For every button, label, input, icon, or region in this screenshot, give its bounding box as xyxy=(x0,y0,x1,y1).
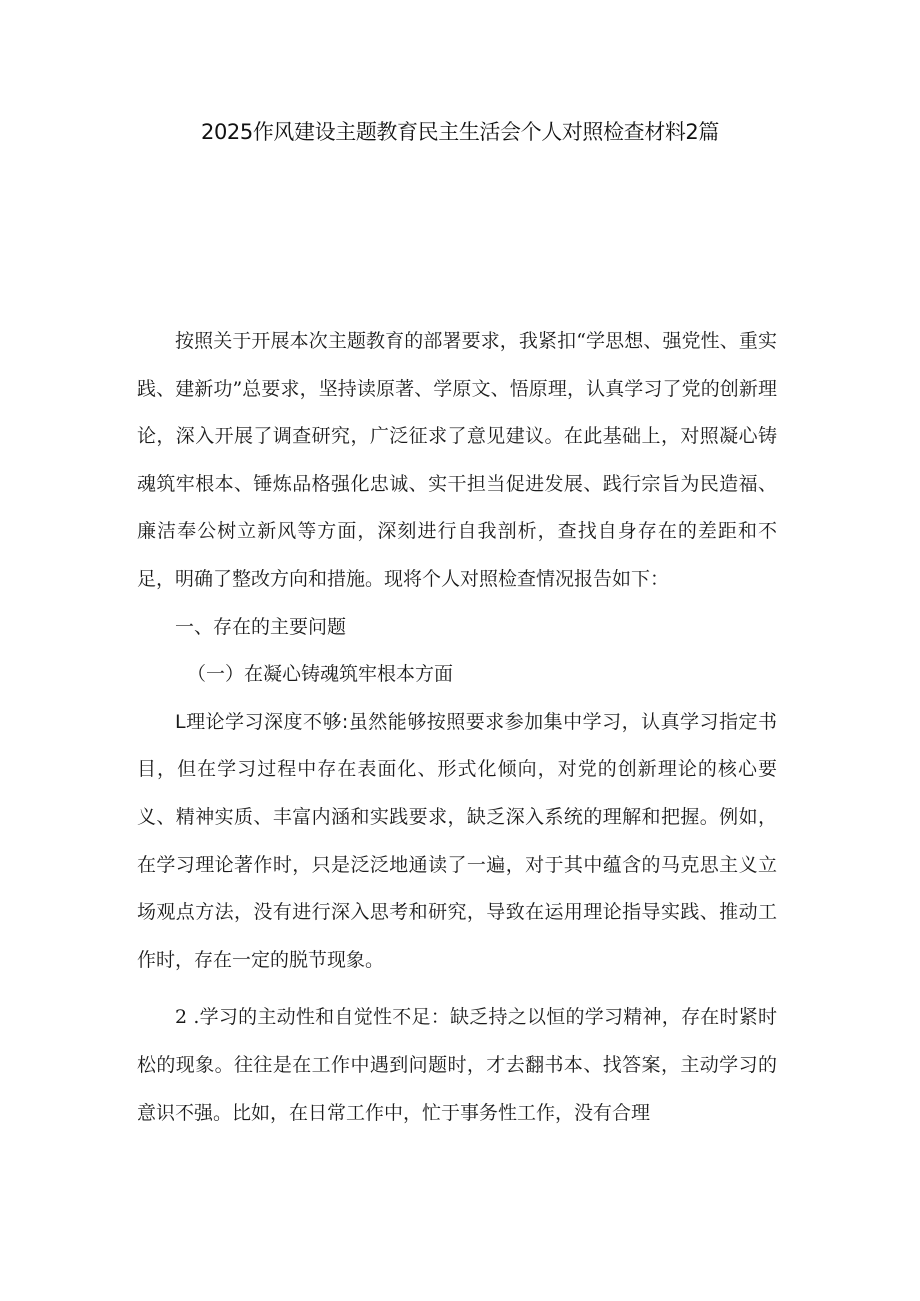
problem-item-1-lead: L理论学习深度不够: xyxy=(175,710,349,733)
problem-item-2-lead: 2 . xyxy=(175,1006,200,1029)
document-title: 2025作风建设主题教育民主生活会个人对照检查材料2篇 xyxy=(200,120,719,144)
section-heading: 一、存在的主要问题 xyxy=(175,615,347,638)
problem-item-1 xyxy=(137,699,777,985)
document-body xyxy=(137,318,777,1137)
problem-item-2-text: 学习的主动性和自觉性不足：缺乏持之以恒的学习精神，存在时紧时松的现象。往往是在工作中遇到问题时，才去翻书本、找答案，主动学习的意识不强。比如，在日常工作中，忙于事务性工作，没有合理 xyxy=(137,1006,777,1124)
subsection-heading: （一）在凝心铸魂筑牢根本方面 xyxy=(187,663,454,686)
paragraph-spacer xyxy=(137,984,777,994)
problem-item-1-text: 虽然能够按照要求参加集中学习，认真学习指定书目，但在学习过程中存在表面化、形式化倾向，对党的创新理论的核心要义、精神实质、丰富内涵和实践要求，缺乏深入系统的理解和把握。例如，在学习理论著作时，只是泛泛地通读了一遍，对于其中蕴含的马克思主义立场观点方法，没有进行深入思考和研究，导致在运用理论指导实践、推动工作时，存在一定的脱节现象。 xyxy=(137,710,777,971)
problem-item-2 xyxy=(137,994,777,1137)
intro-paragraph: 按照关于开展本次主题教育的部署要求，我紧扣“学思想、强党性、重实践、建新功”总要求，坚持读原著、学原文、悟原理，认真学习了党的创新理论，深入开展了调查研究，广泛征求了意见建议。在此基础上，对照凝心铸魂筑牢根本、锤炼品格强化忠诚、实干担当促进发展、践行宗旨为民造福、廉洁奉公树立新风等方面，深刻进行自我剖析，查找自身存在的差距和不足，明确了整改方向和措施。现将个人对照检查情况报告如下： xyxy=(137,330,777,590)
